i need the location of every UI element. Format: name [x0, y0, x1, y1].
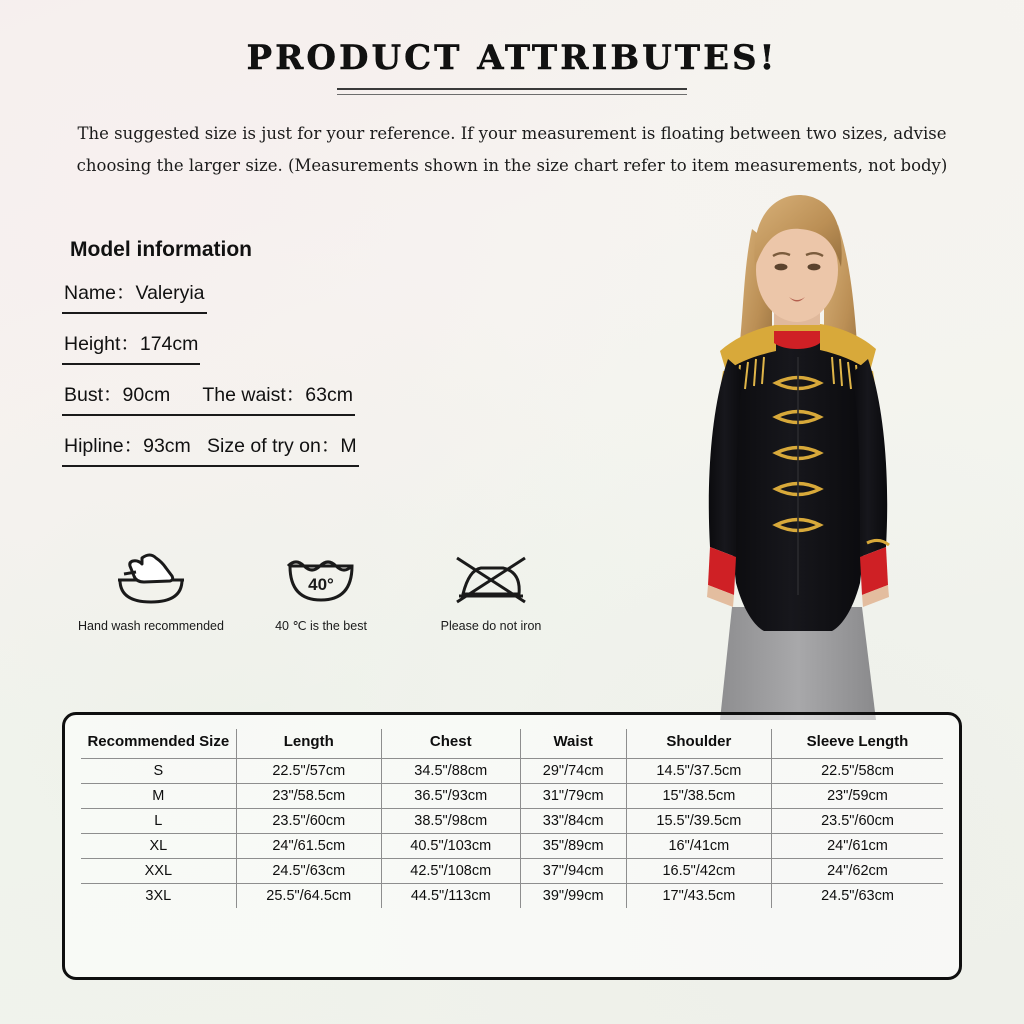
do-not-iron-icon [406, 548, 576, 610]
cell-chest: 38.5"/98cm [381, 809, 520, 834]
column-header-size: Recommended Size [81, 729, 236, 759]
cell-waist: 33"/84cm [520, 809, 626, 834]
cell-size: M [81, 784, 236, 809]
model-information [62, 238, 532, 480]
cell-sleeve-length: 24.5"/63cm [821, 888, 894, 904]
model-photo [624, 175, 969, 720]
cell-chest: 36.5"/93cm [381, 784, 520, 809]
cell-shoulder: 16.5"/42cm [626, 859, 771, 884]
care-item-temperature [236, 548, 406, 634]
care-item-do-not-iron [406, 548, 576, 634]
table-row [81, 834, 943, 859]
cell-shoulder: 15.5"/39.5cm [626, 809, 771, 834]
table-header-row [81, 729, 943, 759]
care-item-hand-wash [66, 548, 236, 634]
column-header-sleeve-length: Sleeve Length [806, 733, 909, 750]
cell-length: 23.5"/60cm [236, 809, 381, 834]
cell-sleeve-length: 24"/61cm [827, 838, 888, 854]
cell-length: 22.5"/57cm [236, 759, 381, 784]
column-header-chest: Chest [381, 729, 520, 759]
title-divider [337, 88, 687, 90]
cell-size: L [81, 809, 236, 834]
cell-length: 25.5"/64.5cm [236, 884, 381, 909]
table-row [81, 809, 943, 834]
cell-length: 24.5"/63cm [236, 859, 381, 884]
care-caption-do-not-iron: Please do not iron [440, 619, 542, 633]
cell-length: 23"/58.5cm [236, 784, 381, 809]
size-chart-head [81, 729, 943, 759]
cell-shoulder: 16"/41cm [626, 834, 771, 859]
size-advice-text: The suggested size is just for your reference. If your measurement is floating between two sizes, advise choosing the larger size. (Measurements shown in the size chart refer to item measurements, not body) [76, 124, 948, 175]
cell-waist: 29"/74cm [520, 759, 626, 784]
cell-length: 24"/61.5cm [236, 834, 381, 859]
cell-sleeve-length: 23"/59cm [827, 788, 888, 804]
cell-waist: 31"/79cm [520, 784, 626, 809]
table-row [81, 759, 943, 784]
size-chart-container [62, 712, 962, 980]
column-header-waist: Waist [520, 729, 626, 759]
care-caption-hand-wash: Hand wash recommended [78, 619, 224, 633]
water-temperature-icon [236, 548, 406, 610]
cell-size: 3XL [81, 884, 236, 909]
size-chart-body [81, 759, 943, 909]
column-header-length: Length [236, 729, 381, 759]
cell-shoulder: 15"/38.5cm [626, 784, 771, 809]
model-bust-waist-line: Bust：90cm The waist：63cm [62, 378, 355, 416]
table-row [81, 784, 943, 809]
cell-chest: 42.5"/108cm [381, 859, 520, 884]
table-row [81, 884, 943, 909]
care-caption-temperature: 40 ℃ is the best [275, 619, 367, 633]
cell-size: XL [81, 834, 236, 859]
cell-chest: 34.5"/88cm [381, 759, 520, 784]
size-chart-table [81, 729, 943, 908]
cell-sleeve-length: 22.5"/58cm [821, 763, 894, 779]
temperature-value: 40° [308, 575, 334, 594]
cell-chest: 40.5"/103cm [381, 834, 520, 859]
cell-chest: 44.5"/113cm [381, 884, 520, 909]
hand-wash-icon [66, 548, 236, 610]
model-height-line: Height：174cm [62, 327, 200, 365]
cell-waist: 37"/94cm [520, 859, 626, 884]
column-header-shoulder: Shoulder [626, 729, 771, 759]
cell-size: XXL [81, 859, 236, 884]
model-information-heading: Model information [70, 238, 252, 261]
cell-shoulder: 14.5"/37.5cm [626, 759, 771, 784]
page-title: PRODUCT ATTRIBUTES! [246, 38, 778, 78]
cell-waist: 35"/89cm [520, 834, 626, 859]
cell-sleeve-length: 23.5"/60cm [821, 813, 894, 829]
title-divider-secondary [337, 94, 687, 95]
care-instructions [66, 548, 586, 634]
cell-shoulder: 17"/43.5cm [626, 884, 771, 909]
cell-sleeve-length: 24"/62cm [827, 863, 888, 879]
table-row [81, 859, 943, 884]
cell-size: S [81, 759, 236, 784]
model-name-line: Name：Valeryia [62, 276, 207, 314]
cell-waist: 39"/99cm [520, 884, 626, 909]
model-hipline-size-line: Hipline：93cm Size of try on：M [62, 429, 359, 467]
